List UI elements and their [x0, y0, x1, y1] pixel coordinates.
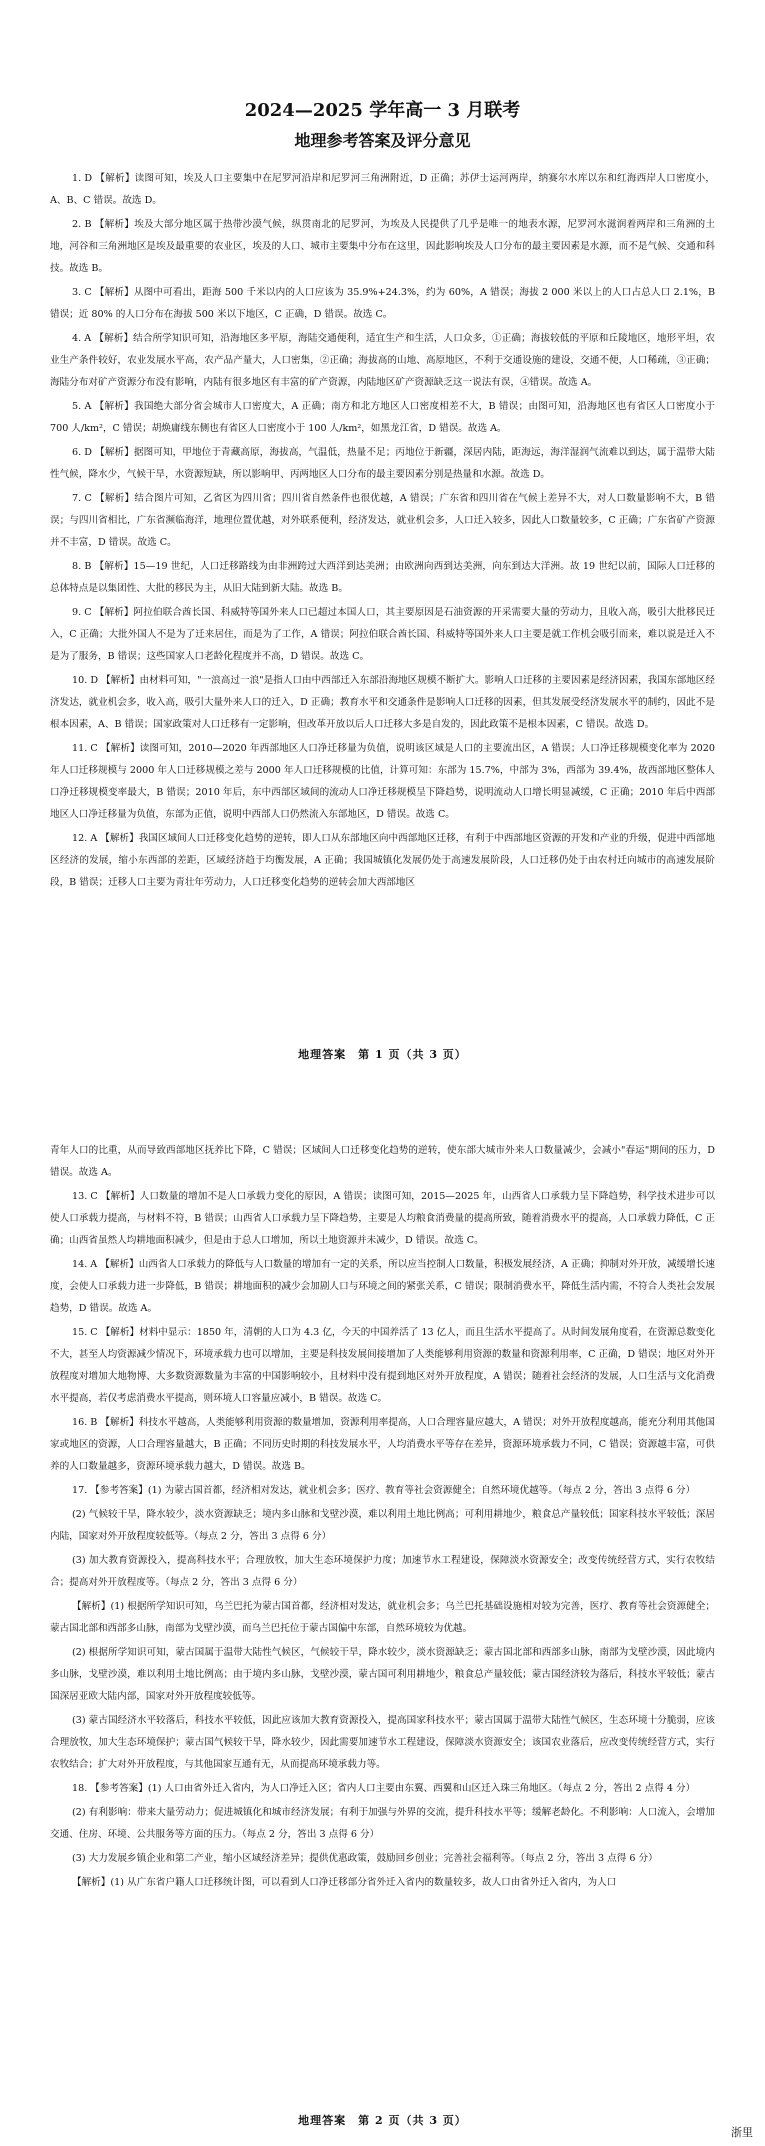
- answer-paragraph: 8. B 【解析】15—19 世纪，人口迁移路线为由非洲跨过大西洋到达美洲；由欧洲向西到达美洲，向东到达大洋洲。故 19 世纪以前，国际人口迁移的总体特点是以集团性、大批的移民为主，从旧大陆到新大陆。故选 B。: [50, 561, 715, 594]
- answer-paragraph: (3) 蒙古国经济水平较落后，科技水平较低，因此应该加大教育资源投入，提高国家科技水平；蒙古国属于温带大陆性气候区，生态环境十分脆弱，应该合理放牧，加大生态环境保护；蒙古国气候较干旱，降水较少，因此需要加速节水工程建设，保障淡水资源安全；该国农业落后，应改变传统经营方式，实行农牧结合；扩大对外开放程度，与其他国家互通有无，从而提高环境承载力等。: [50, 1715, 715, 1770]
- page-1-content: [50, 168, 715, 896]
- answer-paragraph: (3) 加大教育资源投入，提高科技水平；合理放牧，加大生态环境保护力度；加速节水工程建设，保障淡水资源安全；改变传统经营方式，实行农牧结合；提高对外开放程度等。（每点 2 分，答出 3 点得 6 分）: [50, 1555, 715, 1588]
- answer-paragraph: (2) 根据所学知识可知，蒙古国属于温带大陆性气候区，气候较干旱，降水较少，淡水资源缺乏；蒙古国北部和西部多山脉，南部为戈壁沙漠，因此境内多山脉，戈壁沙漠，难以利用土地比例高；由于境内多山脉，戈壁沙漠，蒙古国可利用耕地少，粮食总产量较低；蒙古国经济较为落后，科技水平较低；蒙古国深居亚欧大陆内部，国家对外开放程度较低等。: [50, 1647, 715, 1702]
- answer-paragraph: 6. D 【解析】据图可知，甲地位于青藏高原，海拔高，气温低，热量不足；丙地位于新疆，深居内陆，距海远，海洋湿润气流难以到达，属于温带大陆性气候，降水少，气候干旱，水资源短缺，所以影响甲、丙两地区人口分布的最主要因素分别是热量和水源。故选 D。: [50, 447, 715, 480]
- answer-paragraph: 11. C 【解析】读图可知，2010—2020 年西部地区人口净迁移量为负值，说明该区域是人口的主要流出区，A 错误；人口净迁移规模变化率为 2020 年人口迁移规模与 2000 年人口迁移规模之差与 2000 年人口迁移规模的比值，计算可知：东部为 15.7%，中部为 3%，西部为 39.4%，故西部地区整体人口净迁移规模变率最大，B 错误；2010 年后，东中西部区域间的流动人口净迁移规模呈下降趋势，说明流动人口增长明显减缓，C 正确；2010 年后中西部地区人口净迁移量为负值，东部为正值，说明中西部人口仍然流入东部地区，D 错误。故选 C。: [50, 743, 715, 820]
- answer-paragraph: (2) 有利影响：带来大量劳动力；促进城镇化和城市经济发展；有利于加强与外界的交流，提升科技水平等；缓解老龄化。不利影响：人口流入，会增加交通、住房、环境、公共服务等方面的压力。（每点 2 分，答出 3 点得 6 分）: [50, 1807, 715, 1840]
- answer-paragraph: 7. C 【解析】结合图片可知，乙省区为四川省；四川省自然条件也很优越，A 错误；广东省和四川省在气候上差异不大，对人口数量影响不大，B 错误；与四川省相比，广东省濒临海洋，地理位置优越，对外联系便利，经济发达，就业机会多，人口迁入较多，因此人口数量较多，C 正确；广东省矿产资源并不丰富，D 错误。故选 C。: [50, 493, 715, 548]
- answer-paragraph: 5. A 【解析】我国绝大部分省会城市人口密度大，A 正确；南方和北方地区人口密度相差不大，B 错误；由图可知，沿海地区也有省区人口密度小于 700 人/km²，C 错误；胡焕庸线东侧也有省区人口密度小于 100 人/km²，如黑龙江省，D 错误。故选 A。: [50, 401, 715, 434]
- answer-paragraph: 3. C 【解析】从图中可看出，距海 500 千米以内的人口应该为 35.9%+24.3%，约为 60%，A 错误；海拔 2 000 米以上的人口占总人口 2.1%，B 错误；近 80% 的人口分布在海拔 500 米以下地区，C 正确，D 错误。故选 C。: [50, 287, 715, 320]
- answer-paragraph: 【解析】(1) 从广东省户籍人口迁移统计图，可以看到人口净迁移部分省外迁入省内的数量较多，故人口由省外迁入省内，为人口: [72, 1877, 617, 1888]
- answer-paragraph: 18. 【参考答案】(1) 人口由省外迁入省内，为人口净迁入区；省内人口主要由东翼、西翼和山区迁入珠三角地区。（每点 2 分，答出 2 点得 4 分）: [72, 1783, 696, 1794]
- page-footer: 地理答案 第 1 页（共 3 页）: [298, 1048, 467, 1061]
- answer-paragraph: 1. D 【解析】读图可知，埃及人口主要集中在尼罗河沿岸和尼罗河三角洲附近，D 正确；苏伊士运河两岸，纳赛尔水库以东和红海西岸人口密度小，A、B、C 错误。故选 D。: [50, 173, 715, 206]
- page-footer: 地理答案 第 2 页（共 3 页）: [298, 2114, 467, 2127]
- corner-watermark-text: 浙里: [731, 2126, 753, 2139]
- page-title: 2024—2025 学年高一 3 月联考: [244, 100, 521, 121]
- answer-paragraph: 9. C 【解析】阿拉伯联合酋长国、科威特等国外来人口已超过本国人口，其主要原因是石油资源的开采需要大量的劳动力，且收入高，吸引大批移民迁入，C 正确；大批外国人不是为了迁来居住，而是为了工作，A 错误；阿拉伯联合酋长国、科威特等国外来人口主要是就工作机会吸引而来，难以说是迁入不是为了服务，B 错误；这些国家人口老龄化程度并不高，D 错误。故选 C。: [50, 607, 715, 662]
- answer-paragraph: 12. A 【解析】我国区域间人口迁移变化趋势的逆转，即人口从东部地区向中西部地区迁移，有利于中西部地区资源的开发和产业的升级，促进中西部地区经济的发展，缩小东西部的差距，区域经济趋于均衡发展，A 正确；我国城镇化发展仍处于高速发展阶段，人口迁移仍处于由农村迁向城市的高速发展阶段，B 错误；迁移人口主要为青壮年劳动力，人口迁移变化趋势的逆转会加大西部地区: [50, 833, 715, 888]
- page-separator: [0, 1076, 765, 1110]
- answer-paragraph: 10. D 【解析】由材料可知，"一浪高过一浪"是指人口由中西部迁入东部沿海地区规模不断扩大。影响人口迁移的主要因素是经济因素，我国东部地区经济发达，就业机会多，收入高，吸引大量外来人口的迁入，D 正确；教育水平和交通条件是影响人口迁移的因素，但其发展受经济发展水平的制约，因此不是根本因素，A、B 错误；国家政策对人口迁移有一定影响，但改革开放以后人口迁移大多是自发的，因此政策不是根本因素，C 错误。故选 D。: [50, 675, 715, 730]
- answer-paragraph: 【解析】(1) 根据所学知识可知，乌兰巴托为蒙古国首都，经济相对发达，就业机会多；乌兰巴托基础设施相对较为完善，医疗、教育等社会资源健全；蒙古国北部和西部多山脉，南部为戈壁沙漠，而乌兰巴托位于蒙古国偏中东部，自然环境较为优越。: [50, 1601, 715, 1634]
- answer-paragraph: 13. C 【解析】人口数量的增加不是人口承载力变化的原因，A 错误；读图可知，2015—2025 年，山西省人口承载力呈下降趋势，科学技术进步可以使人口承载力提高，与材料不符，B 错误；山西省人口承载力呈下降趋势，主要是人均粮食消费量的提高所致，随着消费水平的提高，人口承载力降低，C 正确；山西省虽然人均耕地面积减少，但是由于总人口增加，所以土地资源并未减少，D 错误。故选 C。: [50, 1191, 715, 1246]
- answer-paragraph: 4. A 【解析】结合所学知识可知，沿海地区多平原，海陆交通便利，适宜生产和生活，人口众多，①正确；海拔较低的平原和丘陵地区，地形平坦，农业生产条件较好，农业发展水平高，农产品产量大，人口密集，②正确；海拔高的山地、高原地区，不利于交通设施的建设，交通不便，人口稀疏，③正确；海陆分布对矿产资源分布没有影响，内陆有很多地区有丰富的矿产资源，内陆地区矿产资源缺乏这一说法有误，④错误。故选 A。: [50, 333, 715, 388]
- answer-paragraph: (2) 气候较干旱，降水较少，淡水资源缺乏；境内多山脉和戈壁沙漠，难以利用土地比例高；可利用耕地少，粮食总产量较低；国家科技水平较低；深居内陆，国家对外开放程度较低等。（每点 2 分，答出 3 点得 6 分）: [50, 1509, 715, 1542]
- answer-paragraph: (3) 大力发展乡镇企业和第二产业，缩小区域经济差异；提供优惠政策，鼓励回乡创业；完善社会福利等。（每点 2 分，答出 3 点得 6 分）: [72, 1853, 658, 1864]
- page-2-content: [50, 1140, 715, 1896]
- answer-paragraph: 14. A 【解析】山西省人口承载力的降低与人口数量的增加有一定的关系，所以应当控制人口数量，积极发展经济，A 正确；抑制对外开放，减缓增长速度，会使人口承载力进一步降低，B 错误；耕地面积的减少会加剧人口与环境之间的紧张关系，C 错误；限制消费水平，降低生活内需，不符合人类社会发展趋势，D 错误。故选 A。: [50, 1259, 715, 1314]
- page-subtitle: 地理参考答案及评分意见: [294, 131, 471, 150]
- answer-paragraph: 17. 【参考答案】(1) 为蒙古国首都，经济相对发达，就业机会多；医疗、教育等社会资源健全；自然环境优越等。（每点 2 分，答出 3 点得 6 分）: [72, 1485, 696, 1496]
- answer-paragraph: 2. B 【解析】埃及大部分地区属于热带沙漠气候，纵贯南北的尼罗河，为埃及人民提供了几乎是唯一的地表水源，尼罗河水滋润着两岸和三角洲的土地，河谷和三角洲地区是埃及最重要的农业区，埃及的人口、城市主要集中分布在这里，因此影响埃及人口分布的最主要因素是水源，而不是气候、交通和科技。故选 B。: [50, 219, 715, 274]
- answer-paragraph: 16. B 【解析】科技水平越高，人类能够利用资源的数量增加，资源利用率提高，人口合理容量应越大，A 错误；对外开放程度越高，能充分利用其他国家或地区的资源，人口合理容量越大，B 正确；不同历史时期的科技发展水平，人均消费水平等存在差异，资源环境承载力不同，C 错误；资源越丰富，可供养的人口数量越多，资源环境承载力越大，D 错误。故选 B。: [50, 1417, 715, 1472]
- answer-paragraph: 青年人口的比重，从而导致西部地区抚养比下降，C 错误；区域间人口迁移变化趋势的逆转，使东部大城市外来人口数量减少，会减小"春运"期间的压力，D 错误。故选 A。: [50, 1145, 715, 1178]
- answer-paragraph: 15. C 【解析】材料中显示：1850 年，清朝的人口为 4.3 亿，今天的中国养活了 13 亿人，而且生活水平提高了。从时间发展角度看，在资源总数变化不大，甚至人均资源减少情况下，环境承载力也可以增加，主要是科技发展间接增加了人类能够利用资源的数量和资源利用率，C 正确，D 错误；地区对外开放程度对增加大地物博、大多数资源数量为丰富的中国影响较小，且材料中没有提到地区对外开放程度，A 错误；随着社会经济的发展，人口生活与文化消费水平提高，若仅考虑消费水平提高，则环境人口容量应减小，B 错误。故选 C。: [50, 1327, 715, 1404]
